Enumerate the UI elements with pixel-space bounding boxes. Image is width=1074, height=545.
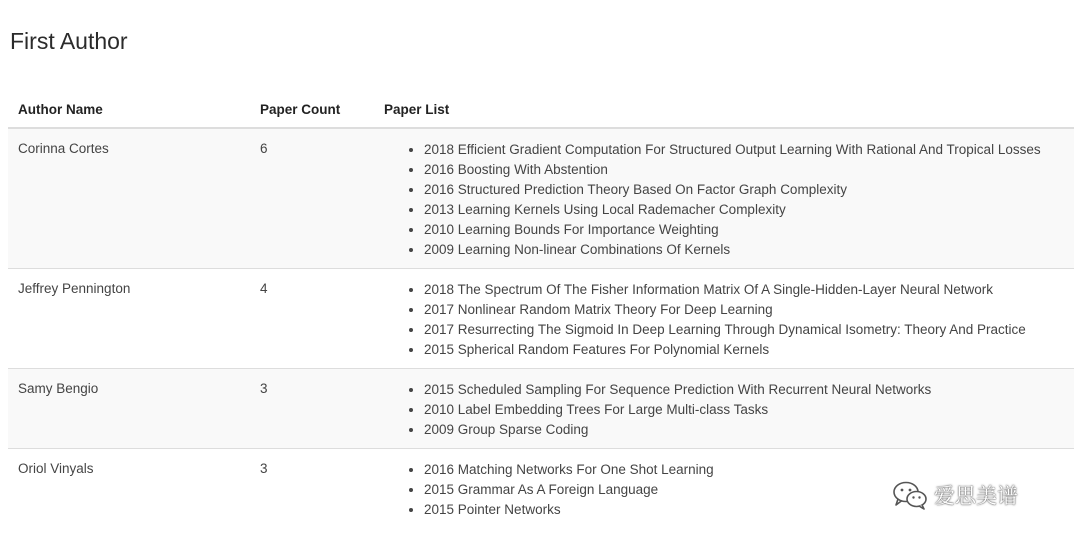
table-row [8, 128, 1074, 269]
table-row [8, 269, 1074, 369]
paper-item: • 2017 Resurrecting The Sigmoid In Deep Learning Through Dynamical Isometry: Theory And Practice [424, 320, 1064, 340]
column-header-author-name: Author Name [8, 92, 250, 128]
author-name: Samy Bengio [8, 369, 250, 449]
authors-table [8, 92, 1074, 528]
paper-item: • 2015 Grammar As A Foreign Language [424, 480, 1064, 500]
paper-item: • 2016 Structured Prediction Theory Based On Factor Graph Complexity [424, 180, 1064, 200]
paper-list [374, 269, 1074, 369]
paper-item: • 2018 The Spectrum Of The Fisher Information Matrix Of A Single-Hidden-Layer Neural Network [424, 280, 1064, 300]
paper-item: • 2010 Label Embedding Trees For Large Multi-class Tasks [424, 400, 1064, 420]
column-header-paper-list: Paper List [374, 92, 1074, 128]
paper-item: • 2015 Scheduled Sampling For Sequence Prediction With Recurrent Neural Networks [424, 380, 1064, 400]
paper-list [374, 128, 1074, 269]
paper-item: • 2015 Pointer Networks [424, 500, 1064, 520]
author-name: Corinna Cortes [8, 128, 250, 269]
paper-item: • 2010 Learning Bounds For Importance Weighting [424, 220, 1064, 240]
paper-item: • 2017 Nonlinear Random Matrix Theory For Deep Learning [424, 300, 1064, 320]
paper-list [374, 369, 1074, 449]
page-title: First Author [10, 28, 128, 54]
table-header-row [8, 92, 1074, 128]
paper-item: • 2009 Learning Non-linear Combinations Of Kernels [424, 240, 1064, 260]
wechat-icon [892, 480, 928, 510]
paper-count: 4 [250, 269, 374, 369]
paper-item: • 2016 Matching Networks For One Shot Learning [424, 460, 1064, 480]
watermark-text: 爱思美谱 [934, 484, 1018, 508]
paper-count: 6 [250, 128, 374, 269]
author-name: Jeffrey Pennington [8, 269, 250, 369]
paper-item: • 2013 Learning Kernels Using Local Rademacher Complexity [424, 200, 1064, 220]
column-header-paper-count: Paper Count [250, 92, 374, 128]
paper-item: • 2009 Group Sparse Coding [424, 420, 1064, 440]
paper-item: • 2018 Efficient Gradient Computation For Structured Output Learning With Rational And Tropical Losses [424, 140, 1064, 160]
watermark [892, 480, 1018, 510]
paper-count: 3 [250, 369, 374, 449]
paper-count: 3 [250, 449, 374, 529]
paper-item: • 2015 Spherical Random Features For Polynomial Kernels [424, 340, 1064, 360]
paper-item: • 2016 Boosting With Abstention [424, 160, 1064, 180]
table-row [8, 369, 1074, 449]
author-name: Oriol Vinyals [8, 449, 250, 529]
